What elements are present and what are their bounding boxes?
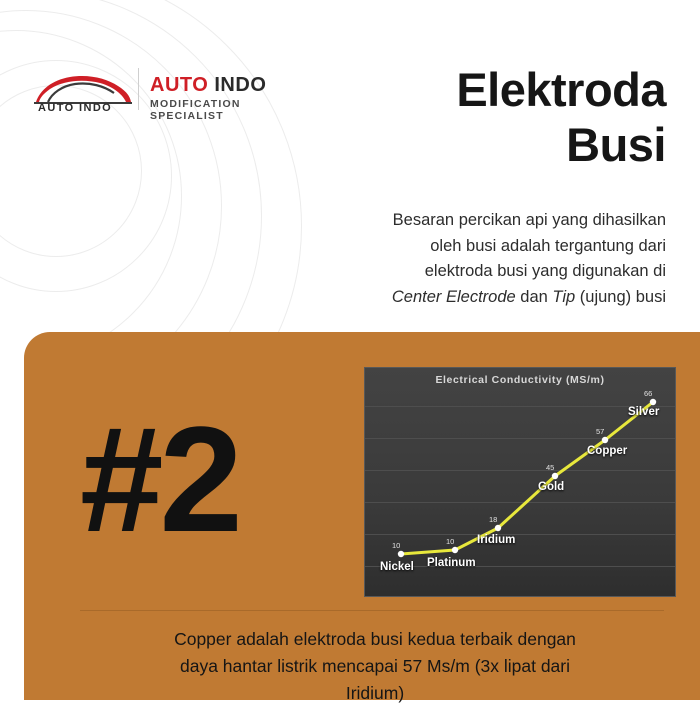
subtitle-line-3: elektroda busi yang digunakan di	[424, 262, 666, 281]
brand-name-red: AUTO	[150, 74, 209, 96]
page-title	[286, 62, 666, 173]
page-subtitle	[294, 208, 666, 310]
chart-label-silver: Silver	[628, 406, 660, 418]
subtitle-tail: (ujung) busi	[575, 287, 666, 306]
chart-point	[398, 551, 404, 557]
brand-name-dark: INDO	[208, 74, 267, 96]
chart-value-copper: 57	[596, 427, 605, 436]
chart-label-copper: Copper	[587, 445, 628, 457]
chart-value-gold: 45	[546, 463, 555, 472]
brand-name	[150, 74, 266, 97]
chart-value-iridium: 18	[489, 515, 498, 524]
conductivity-chart	[364, 367, 676, 597]
chart-value-nickel: 10	[392, 541, 401, 550]
chart-title: Electrical Conductivity (MS/m)	[435, 374, 605, 386]
chart-point	[495, 525, 501, 531]
logo-divider	[138, 68, 139, 110]
chart-point	[650, 399, 656, 405]
chart-label-platinum: Platinum	[427, 557, 476, 569]
brand-tagline: MODIFICATION SPECIALIST	[150, 98, 241, 122]
logo-wordmark: AUTO INDO	[38, 102, 113, 114]
caption-line-3: Iridium)	[345, 683, 405, 704]
caption-line-2: daya hantar listrik mencapai 57 Ms/m (3x lipat dari	[179, 656, 571, 677]
caption-line-1: Copper adalah elektroda busi kedua terbaik dengan	[174, 629, 576, 649]
section-divider	[80, 610, 664, 611]
subtitle-line-4	[294, 285, 666, 311]
chart-value-silver: 66	[644, 389, 653, 398]
highlight-panel	[24, 332, 700, 704]
highlight-caption	[86, 626, 664, 707]
page-title-line-2: Busi	[566, 118, 666, 172]
rank-number: #2	[80, 395, 239, 563]
term-tip: Tip	[552, 287, 576, 306]
chart-label-iridium: Iridium	[477, 534, 516, 546]
page-title-line-1: Elektroda	[456, 63, 666, 116]
subtitle-line-1: Besaran percikan api yang dihasilkan	[392, 211, 666, 229]
subtitle-conjunction: dan	[515, 287, 553, 306]
chart-label-gold: Gold	[538, 481, 565, 493]
chart-series-line	[401, 402, 653, 554]
chart-value-platinum: 10	[446, 537, 455, 546]
term-center-electrode: Center Electrode	[391, 287, 516, 306]
chart-point	[602, 437, 608, 443]
subtitle-line-2: oleh busi adalah tergantung dari	[430, 236, 666, 255]
brand-logo[interactable]	[30, 62, 290, 132]
top-white-section	[0, 0, 700, 332]
chart-label-nickel: Nickel	[380, 561, 414, 573]
chart-point	[552, 473, 558, 479]
chart-point	[452, 547, 458, 553]
